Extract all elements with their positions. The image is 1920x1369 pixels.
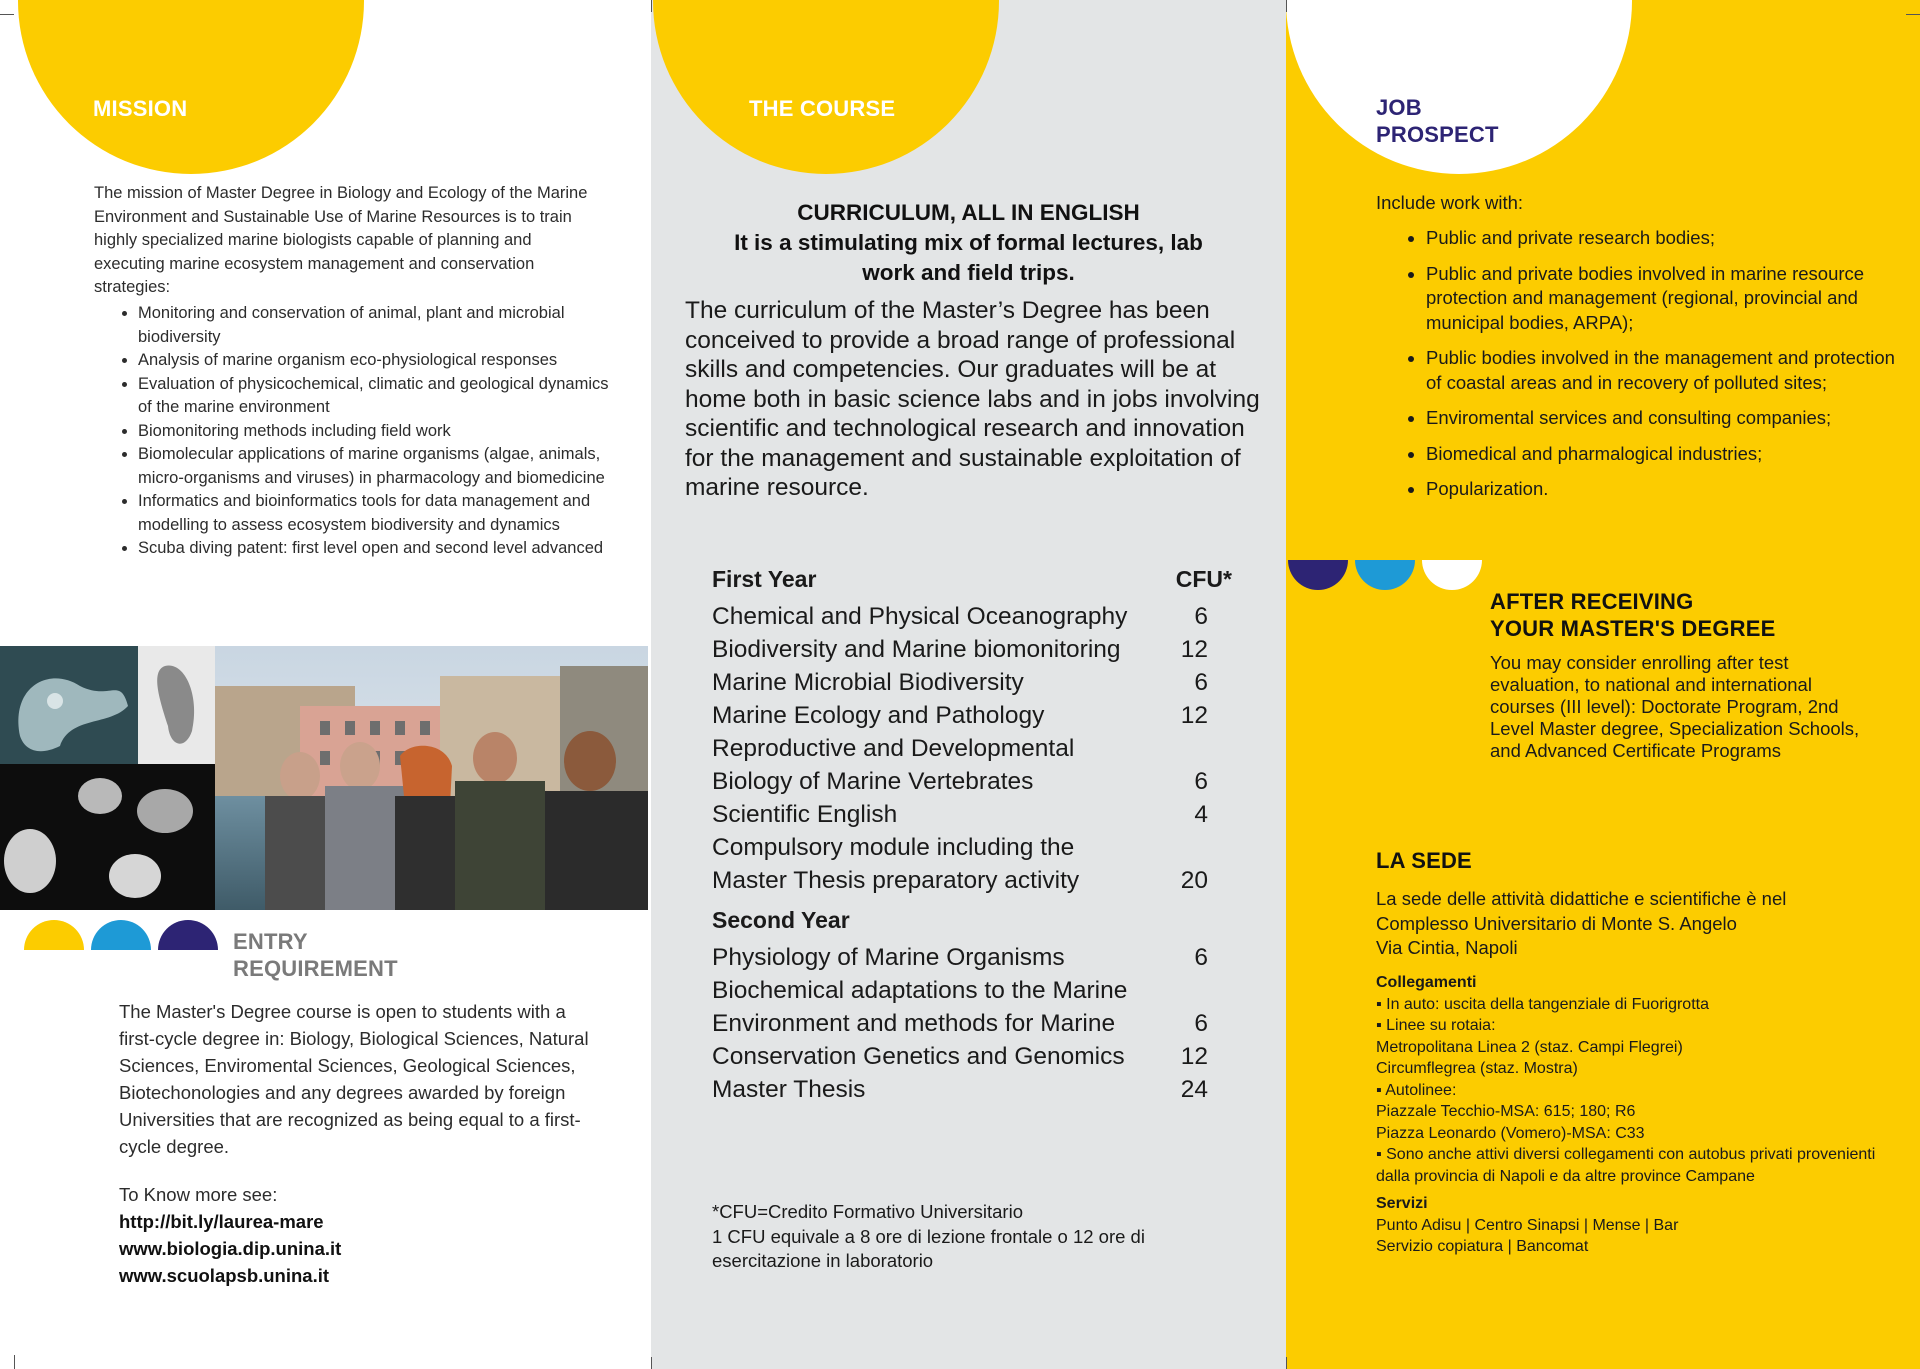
curriculum-row — [712, 974, 1232, 1040]
link-laurea-mare[interactable]: http://bit.ly/laurea-mare — [119, 1211, 324, 1232]
second-year-label: Second Year — [712, 907, 850, 933]
job-item: • Public and private research bodies; — [1426, 226, 1896, 251]
curriculum-row — [712, 600, 1232, 633]
course-name: Biochemical adaptations to the Marine Environment and methods for Marine — [712, 977, 1128, 1037]
mission-item: • Informatics and bioinformatics tools for data management and modelling to assess ecosystem biodiversity and dynamics — [138, 490, 614, 537]
curriculum-heading — [671, 198, 1266, 288]
mission-text: The mission of Master Degree in Biology and Ecology of the Marine Environment and Sustainable Use of Marine Resources is to train highly specialized marine biologists capable of planning and executing marine ecosystem management and conservation strategies: — [94, 184, 588, 296]
curriculum-row — [712, 732, 1232, 798]
course-name: Scientific English — [712, 801, 898, 828]
after-degree-text: You may consider enrolling after test evaluation, to national and international courses (III level): Doctorate Program, 2nd Level Master degree, Specialization Schools, and Advanced Certificate Programs — [1490, 652, 1860, 761]
crop-mark — [651, 1357, 652, 1369]
collegamenti-item: ▪ Linee su rotaia: — [1376, 1017, 1496, 1034]
job-item: • Enviromental services and consulting companies; — [1426, 406, 1896, 431]
collegamenti-item: Circumflegrea (staz. Mostra) — [1376, 1060, 1578, 1077]
mission-item: • Biomolecular applications of marine organisms (algae, animals, micro-organisms and viruses) in pharmacology and biomedicine — [138, 443, 614, 490]
course-name: Master Thesis — [712, 1076, 866, 1103]
after-degree-title — [1490, 588, 1776, 642]
blue-half-dot — [1355, 560, 1415, 590]
job-title — [1376, 94, 1499, 148]
job-panel — [1286, 0, 1920, 1369]
curriculum-heading-1: CURRICULUM, ALL IN ENGLISH — [797, 200, 1140, 225]
curriculum-row — [712, 1073, 1232, 1106]
mission-list — [94, 302, 614, 561]
after-title-line2: YOUR MASTER'S DEGREE — [1490, 616, 1776, 641]
mission-panel — [0, 0, 651, 1369]
course-cfu: 6 — [1194, 944, 1208, 971]
course-panel — [651, 0, 1286, 1369]
second-year-rows — [712, 941, 1232, 1106]
curriculum-row — [712, 798, 1232, 831]
curriculum-row — [712, 699, 1232, 732]
servizi-item: Punto Adisu | Centro Sinapsi | Mense | Bar — [1376, 1216, 1679, 1234]
collegamenti-item: ▪ Autolinee: — [1376, 1081, 1457, 1099]
curriculum-row — [712, 1040, 1232, 1073]
course-description: The curriculum of the Master’s Degree has been conceived to provide a broad range of professional skills and competencies. Our graduates will be at home both in basic science labs and in jobs involving scientific and technological research and innovation for the management and sustainable exploitation of marine resource. — [685, 297, 1260, 501]
servizi-label: Servizi — [1376, 1195, 1428, 1212]
course-cfu: 12 — [1180, 1043, 1208, 1070]
entry-title-line1: ENTRY — [233, 929, 308, 954]
first-year-label: First Year — [712, 566, 817, 592]
course-cfu: 12 — [1180, 702, 1208, 729]
first-year-header — [712, 562, 1232, 596]
course-cfu: 20 — [1180, 867, 1208, 894]
course-cfu: 12 — [1180, 636, 1208, 663]
mission-item: • Monitoring and conservation of animal, plant and microbial biodiversity — [138, 302, 614, 349]
collegamenti-item: ▪ Sono anche attivi diversi collegamenti con autobus privati provenienti dalla provincia di Napoli e da altre province Campane — [1376, 1146, 1876, 1185]
first-year-rows — [712, 600, 1232, 897]
after-title-line1: AFTER RECEIVING — [1490, 589, 1694, 614]
photo-collage-image — [0, 646, 648, 910]
sede-address — [1376, 887, 1896, 961]
footnote-line1: *CFU=Credito Formativo Universitario — [712, 1201, 1023, 1222]
half-dots — [1286, 560, 1496, 622]
course-title: THE COURSE — [749, 96, 896, 121]
collegamenti-item: Piazzale Tecchio-MSA: 615; 180; R6 — [1376, 1103, 1636, 1120]
course-cfu: 24 — [1180, 1076, 1208, 1103]
curriculum-row — [712, 831, 1232, 897]
course-name: Marine Ecology and Pathology — [712, 702, 1045, 729]
course-cfu: 6 — [1194, 768, 1208, 795]
collegamenti-item: ▪ In auto: uscita della tangenziale di Fuorigrotta — [1376, 995, 1709, 1013]
crop-mark — [14, 1355, 15, 1369]
mission-circle — [18, 0, 364, 174]
more-info — [119, 1181, 589, 1289]
mission-item: • Analysis of marine organism eco-physiological responses — [138, 349, 614, 373]
servizi-item: Servizio copiatura | Bancomat — [1376, 1238, 1589, 1255]
curriculum-heading-2: It is a stimulating mix of formal lectures, lab work and field trips. — [734, 230, 1203, 285]
link-biologia[interactable]: www.biologia.dip.unina.it — [119, 1238, 342, 1259]
mission-item: • Biomonitoring methods including field work — [138, 420, 614, 444]
cfu-footnote — [712, 1200, 1192, 1274]
course-name: Marine Microbial Biodiversity — [712, 669, 1024, 696]
footnote-line2: 1 CFU equivale a 8 ore di lezione frontale o 12 ore di esercitazione in laboratorio — [712, 1225, 1145, 1271]
curriculum-row — [712, 666, 1232, 699]
course-name: Chemical and Physical Oceanography — [712, 603, 1128, 630]
course-cfu: 6 — [1194, 1010, 1208, 1037]
job-list — [1376, 226, 1896, 513]
course-name: Biodiversity and Marine biomonitoring — [712, 636, 1121, 663]
collegamenti-label: Collegamenti — [1376, 974, 1477, 991]
crop-mark — [0, 14, 14, 15]
job-item: • Public bodies involved in the management and protection of coastal areas and in recovery of polluted sites; — [1426, 346, 1896, 395]
dot-mask — [0, 950, 240, 990]
collegamenti-item: Piazza Leonardo (Vomero)-MSA: C33 — [1376, 1124, 1645, 1142]
course-circle — [653, 0, 999, 174]
more-label: To Know more see: — [119, 1184, 278, 1205]
job-intro: Include work with: — [1376, 192, 1524, 213]
collegamenti-item: Metropolitana Linea 2 (staz. Campi Flegrei) — [1376, 1038, 1683, 1056]
link-scuolapsb[interactable]: www.scuolapsb.unina.it — [119, 1265, 330, 1286]
course-name: Reproductive and Developmental Biology of Marine Vertebrates — [712, 735, 1075, 795]
sede-line: La sede delle attività didattiche e scientifiche è nel — [1376, 888, 1787, 909]
entry-text: The Master's Degree course is open to students with a first-cycle degree in: Biology, Biological Sciences, Natural Sciences, Enviromental Sciences, Geological Sciences, Biotechonologies and any degrees awarded by foreign Universities that are recognized as being equal to a first-cycle degree. — [119, 1001, 589, 1157]
crop-mark — [651, 0, 652, 12]
job-item: • Popularization. — [1426, 477, 1896, 502]
course-name: Conservation Genetics and Genomics — [712, 1043, 1125, 1070]
photo-collage — [0, 646, 648, 910]
crop-mark — [1286, 0, 1287, 12]
crop-mark — [1906, 14, 1920, 15]
job-title-line1: JOB — [1376, 95, 1422, 120]
collegamenti-section — [1376, 970, 1896, 1258]
course-name: Compulsory module including the Master Thesis preparatory activity — [712, 834, 1080, 894]
job-item: • Public and private bodies involved in marine resource protection and management (regional, provincial and municipal bodies, ARPA); — [1426, 262, 1896, 336]
entry-title-line2: REQUIREMENT — [233, 956, 398, 981]
mission-item: • Evaluation of physicochemical, climatic and geological dynamics of the marine environment — [138, 373, 614, 420]
crop-mark — [1286, 1357, 1287, 1369]
job-item: • Biomedical and pharmalogical industries; — [1426, 442, 1896, 467]
mission-item: • Scuba diving patent: first level open and second level advanced — [138, 537, 614, 561]
white-half-dot — [1422, 560, 1482, 590]
course-cfu: 4 — [1194, 801, 1208, 828]
curriculum-row — [712, 633, 1232, 666]
curriculum-table — [712, 562, 1232, 1106]
course-name: Physiology of Marine Organisms — [712, 944, 1065, 971]
sede-line: Via Cintia, Napoli — [1376, 937, 1518, 958]
navy-half-dot — [1288, 560, 1348, 590]
job-title-line2: PROSPECT — [1376, 122, 1499, 147]
course-cfu: 6 — [1194, 669, 1208, 696]
mission-title: MISSION — [93, 96, 188, 121]
cfu-label: CFU* — [1175, 566, 1232, 592]
second-year-header — [712, 903, 1232, 937]
course-cfu: 6 — [1194, 603, 1208, 630]
curriculum-row — [712, 941, 1232, 974]
sede-title: LA SEDE — [1376, 848, 1472, 873]
entry-title — [233, 928, 398, 982]
sede-line: Complesso Universitario di Monte S. Angelo — [1376, 912, 1737, 934]
